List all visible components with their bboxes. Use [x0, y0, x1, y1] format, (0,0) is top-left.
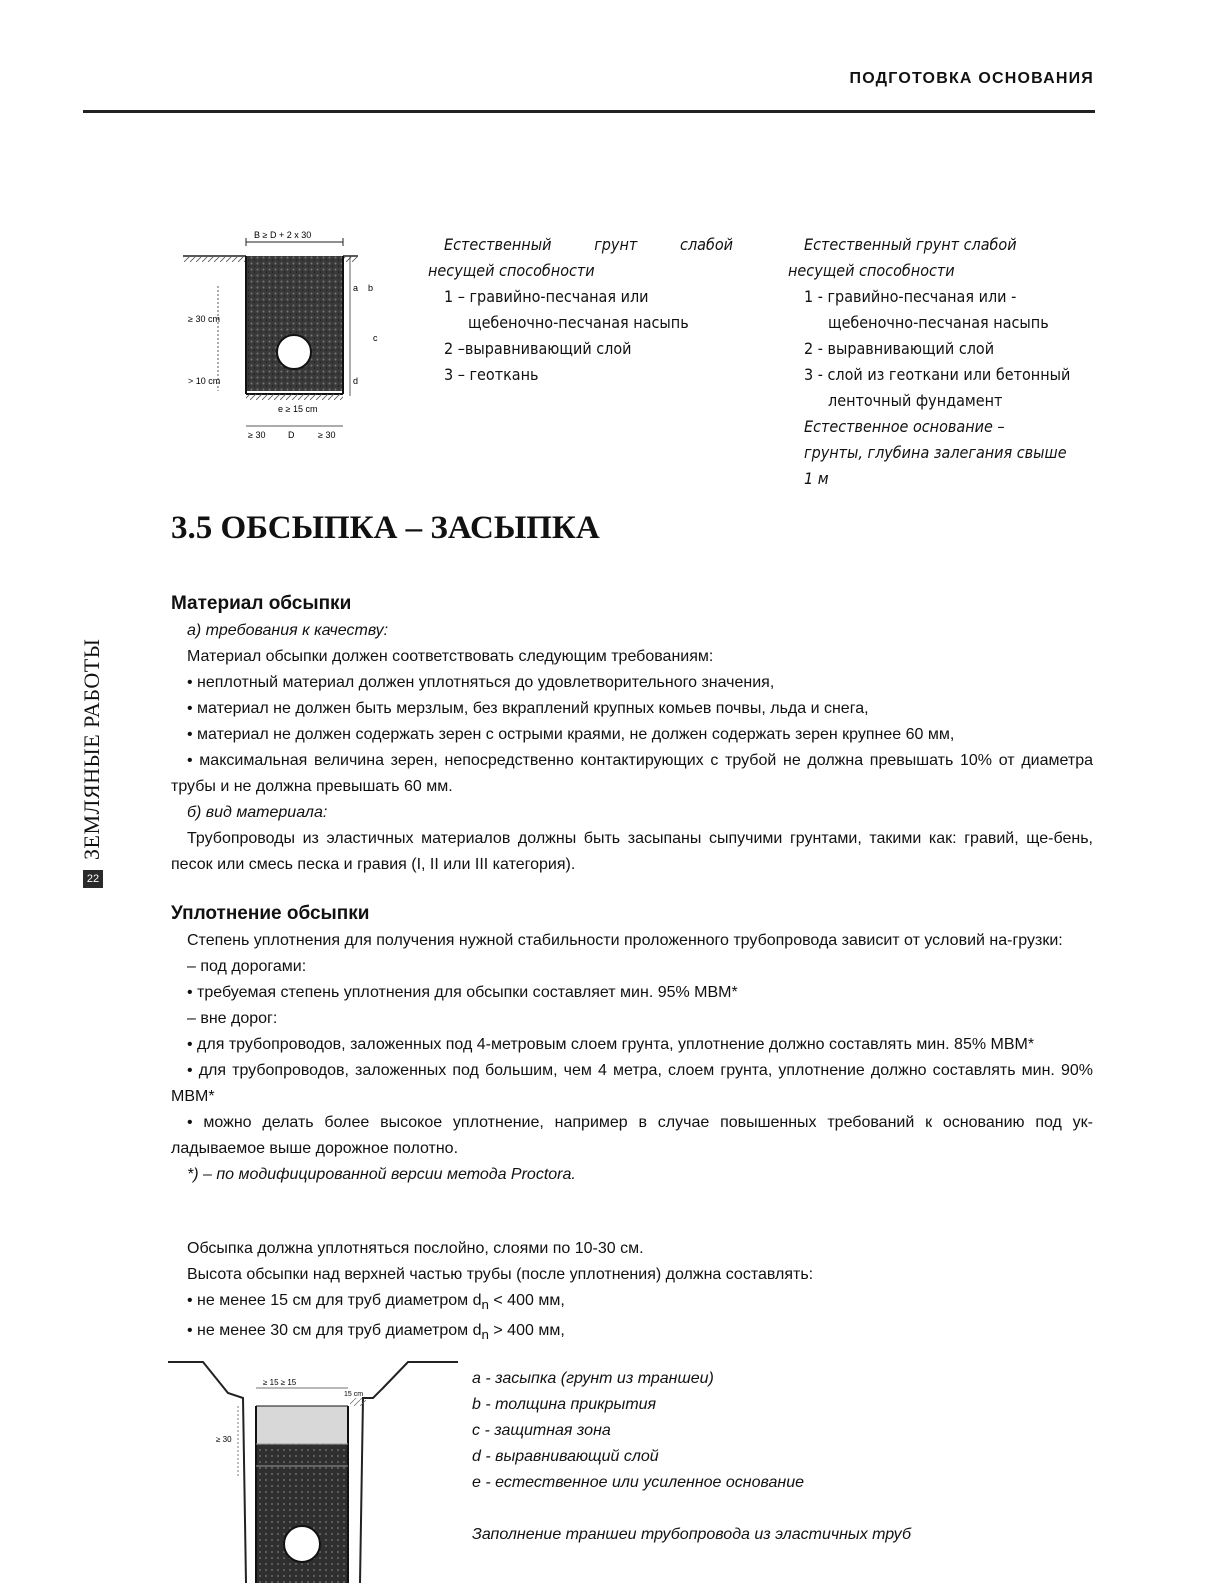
- legend-item-a: a - засыпка (грунт из траншеи): [472, 1370, 714, 1387]
- caption-right-line2: несущей способности: [788, 261, 955, 280]
- label-side10: > 10 cm: [188, 376, 221, 386]
- caption-right-note3: 1 м: [804, 469, 829, 488]
- label-c: c: [373, 333, 378, 343]
- layers-line2: Высота обсыпки над верхней частью трубы (после уплотнения) должна составлять:: [187, 1266, 814, 1283]
- label-a: a: [353, 283, 359, 293]
- legend-item-e: e - естественное или усиленное основание: [472, 1474, 804, 1491]
- layers-bullet-text: < 400 мм,: [488, 1292, 565, 1309]
- figure-legend: [472, 1366, 972, 1548]
- layers-bullet-text: • не менее 30 см для труб диаметром d: [187, 1322, 482, 1340]
- material-section: [171, 590, 1093, 878]
- compaction-bullet: • для трубопроводов, заложенных под 4-метровым слоем грунта, уплотнение должно составлять мин. 85% MBM*: [187, 1036, 1035, 1053]
- caption-left-item: щебеночно-песчаная насыпь: [468, 313, 689, 332]
- caption-right-line1: Естественный грунт слабой: [804, 235, 1017, 254]
- label-width: B ≥ D + 2 x 30: [254, 230, 312, 240]
- compaction-roads: – под дорогами:: [187, 958, 307, 975]
- layers-bullet-text: > 400 мм,: [488, 1322, 565, 1340]
- caption-left-item: 2 –выравнивающий слой: [444, 339, 632, 358]
- layers-bullet: [171, 1288, 1093, 1318]
- legend-item-b: b - толщина прикрытия: [472, 1396, 657, 1413]
- legend-item-c: c - защитная зона: [472, 1422, 611, 1439]
- compaction-bullet: • для трубопроводов, заложенных под большим, чем 4 метра, слоем грунта, уплотнение должно составлять мин. 90% MBM*: [171, 1062, 1093, 1105]
- caption-right-item2: 2 - выравнивающий слой: [804, 339, 995, 358]
- caption-right-note1: Естественное основание –: [804, 417, 1005, 436]
- caption-left-line1: Естественный грунт слабой: [444, 235, 733, 254]
- compaction-section: [171, 900, 1093, 1188]
- compaction-footnote: *) – по модифицированной версии метода Proctora.: [187, 1166, 576, 1183]
- caption-left-line2: несущей способности: [428, 261, 595, 280]
- compaction-offroad: – вне дорог:: [187, 1010, 278, 1027]
- page-number: 22: [83, 870, 103, 888]
- side-chapter-title: ЗЕМЛЯНЫЕ РАБОТЫ: [79, 638, 104, 860]
- label-dim-right: ≥ 30: [318, 430, 336, 440]
- header-rule: [83, 110, 1095, 113]
- compaction-intro: Степень уплотнения для получения нужной стабильности проложенного трубопровода зависит от условий на-грузки:: [187, 932, 1063, 949]
- label-dim-left: ≥ 30: [248, 430, 266, 440]
- trench-diagram-bottom: [168, 1358, 458, 1583]
- type-label: б) вид материала:: [187, 804, 328, 821]
- layers-bullet: [171, 1318, 1093, 1348]
- figure-caption: Заполнение траншеи трубопровода из эластичных труб: [472, 1526, 912, 1543]
- label-right: 15 cm: [344, 1391, 364, 1398]
- section-heading: 3.5 ОБСЫПКА – ЗАСЫПКА: [171, 510, 600, 546]
- legend-item-d: d - выравнивающий слой: [472, 1448, 659, 1465]
- caption-left: [428, 232, 733, 388]
- caption-right: [788, 232, 1098, 492]
- compaction-bullet: • можно делать более высокое уплотнение, например в случае повышенных требований к основанию под ук-ладываемое выше дорожное полотно.: [171, 1114, 1093, 1157]
- material-intro: Материал обсыпки должен соответствовать следующим требованиям:: [187, 648, 714, 665]
- material-title: Материал обсыпки: [171, 593, 352, 614]
- label-side: ≥ 30: [216, 1435, 232, 1444]
- material-bullet: • материал не должен быть мерзлым, без вкраплений крупных комьев почвы, льда и снега,: [187, 700, 869, 717]
- label-top-dims: ≥ 15 ≥ 15: [263, 1378, 297, 1387]
- caption-right-item1b: щебеночно-песчаная насыпь: [828, 313, 1049, 332]
- type-text: Трубопроводы из эластичных материалов должны быть засыпаны сыпучими грунтами, такими как: гравий, ще-бень, песок или смесь песка и гравия (I, II или III категория).: [171, 830, 1093, 873]
- material-bullet: • материал не должен содержать зерен с острыми краями, не должен содержать зерен крупнее 60 мм,: [187, 726, 955, 743]
- layers-bullet-sub: n: [481, 1297, 489, 1313]
- quality-label: а) требования к качеству:: [187, 622, 389, 639]
- page-header-title: ПОДГОТОВКА ОСНОВАНИЯ: [849, 70, 1094, 87]
- compaction-title: Уплотнение обсыпки: [171, 903, 370, 924]
- label-side30: ≥ 30 cm: [188, 314, 220, 324]
- label-d: d: [353, 376, 359, 386]
- layers-bullet-sub: n: [481, 1327, 489, 1343]
- caption-right-note2: грунты, глубина залегания свыше: [804, 443, 1067, 462]
- caption-left-item: 3 – геоткань: [444, 365, 539, 384]
- layers-line1: Обсыпка должна уплотняться послойно, слоями по 10-30 см.: [187, 1240, 644, 1257]
- material-bullet: • максимальная величина зерен, непосредственно контактирующих с трубой не должна превышать 10% от диаметра трубы и не должна превышать 60 мм.: [171, 752, 1093, 795]
- caption-right-item3a: 3 - слой из геоткани или бетонный: [804, 365, 1071, 384]
- compaction-bullet: • требуемая степень уплотнения для обсыпки составляет мин. 95% MBM*: [187, 984, 738, 1001]
- label-dim-mid: D: [288, 430, 295, 440]
- label-b: b: [368, 283, 374, 293]
- label-bottom-e: e ≥ 15 cm: [278, 404, 318, 414]
- layers-section: [171, 1236, 1093, 1348]
- caption-left-item: 1 – гравийно-песчаная или: [444, 287, 649, 306]
- caption-right-item1a: 1 - гравийно-песчаная или -: [804, 287, 1017, 306]
- material-bullet: • неплотный материал должен уплотняться до удовлетворительного значения,: [187, 674, 775, 691]
- caption-right-item3b: ленточный фундамент: [828, 391, 1003, 410]
- layers-bullet-text: • не менее 15 см для труб диаметром d: [187, 1292, 482, 1309]
- trench-diagram-top: [178, 226, 378, 452]
